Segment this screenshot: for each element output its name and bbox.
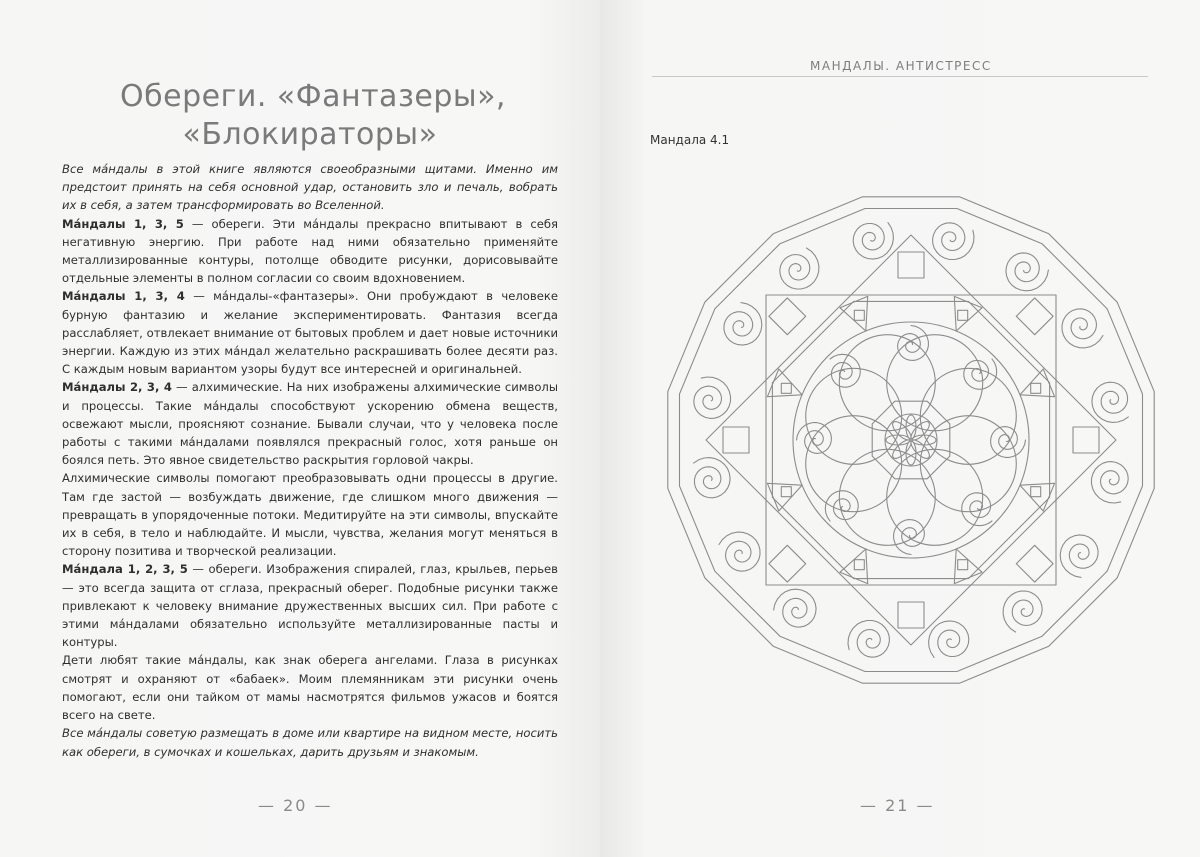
mandala-outer-spiral	[719, 532, 760, 571]
mandala-outer-spiral	[1092, 462, 1129, 503]
mandala-outer-spiral	[1060, 535, 1098, 578]
page-number-left: — 20 —	[258, 796, 333, 815]
mandala-square-ornament	[723, 427, 749, 453]
mandala-outer-spiral	[1003, 591, 1042, 632]
mandala-square-ornament	[1073, 427, 1099, 453]
mandala-outer-spiral	[929, 621, 969, 658]
mandala-outer-spiral	[724, 303, 762, 346]
mandala-square	[766, 295, 1056, 585]
paragraph-2	[62, 287, 558, 378]
paragraph-5-text: — обереги. Изображения спиралей, глаз, крыльев, перьев — это всегда защита от сглаза, прекрасный оберег. Подобные рисунки также привлекают к человеку внимание дружественных высших сил. При работе с этими мáндалами обязательно используйте металлизированные пасты и контуры.	[62, 562, 558, 650]
mandala-small-square	[781, 383, 791, 393]
paragraph-1-text: — обереги. Эти мáндалы прекрасно впитывают в себя негативную энергию. При работе над ними обязательно применяйте металлизированные контуры, потолще обводите рисунки, дорисовывайте отдельные элементы в полном согласии со своим вдохновением.	[62, 216, 558, 286]
mandala-outer-spiral	[933, 223, 974, 260]
mandala-illustration	[656, 185, 1166, 695]
paragraph-5-lead: Мáндала 1, 2, 3, 5	[62, 562, 188, 577]
mandala-small-square	[781, 487, 791, 497]
mandala-spiral	[797, 423, 832, 454]
figure-caption: Мандала 4.1	[650, 133, 730, 147]
mandala-small-square	[958, 560, 968, 570]
mandala-outer-spiral	[1092, 382, 1129, 422]
mandala-small-square	[958, 310, 968, 320]
mandala-diamond	[706, 235, 1116, 645]
mandala-outer-frame	[668, 197, 1154, 683]
mandala-outer-spiral	[694, 377, 731, 418]
mandala-octagon-center	[872, 401, 950, 479]
mandala-spiral	[898, 326, 929, 361]
mandala-ring	[793, 322, 1029, 558]
mandala-small-square	[854, 560, 864, 570]
title-line-1: Обереги. «Фантазеры»,	[120, 79, 506, 114]
paragraph-2-lead: Мáндалы 1, 3, 4	[62, 289, 185, 304]
paragraph-3	[62, 378, 558, 469]
page-number-right: — 21 —	[860, 796, 935, 815]
mandala-square-ornament	[898, 602, 924, 628]
paragraph-1-lead: Мáндалы 1, 3, 5	[62, 216, 184, 231]
intro-paragraph: Все мáндалы в этой книге являются своеобразными щитами. Именно им предстоит принять на себя основной удар, остановить зло и печаль, вобрать их в себя, а затем трансформировать во Вселенной.	[62, 162, 558, 213]
mandala-outer-spiral	[853, 223, 893, 260]
paragraph-4: Алхимические символы помогают преобразовывать одни процессы в другие. Там где застой — возбуждать движение, где слишком много движения — превращать в упорядоченные потоки. Медитируйте на эти символы, впускайте их в себя, в тело и наблюдайте. И мысли, чувства, желания могут меняться в сторону позитива и творческой реализации.	[62, 471, 558, 559]
paragraph-3-lead: Мáндалы 2, 3, 4	[62, 380, 172, 395]
mandala-square-ornament	[769, 545, 806, 582]
mandala-small-square	[1031, 487, 1041, 497]
mandala-octagon-outer	[772, 301, 1049, 578]
mandala-spiral	[894, 520, 925, 555]
mandala-outer-spiral	[1006, 253, 1049, 291]
body-text	[62, 160, 558, 761]
mandala-outer-spiral	[1062, 309, 1103, 348]
mandala-outer-spiral	[848, 621, 889, 658]
mandala-outer-spiral	[774, 589, 817, 627]
mandala-outer-spiral	[694, 458, 731, 498]
mandala-square-ornament	[898, 252, 924, 278]
paragraph-2-text: — мáндалы-«фантазеры». Они пробуждают в человеке бурную фантазию и желание экспериментировать. Фантазия всегда расслабляет, отвлекает внимание от бытовых проблем и дает новые источники энергии. Каждую из этих мáндал желательно раскрашивать более десяти раз. С каждым новым вариантом узоры будут все интересней и оригинальней.	[62, 289, 558, 377]
mandala-spiral	[991, 427, 1026, 458]
outro-paragraph: Все мáндалы советую размещать в доме или квартире на видном месте, носить как обереги, в сумочках и кошельках, дарить друзьям и знакомым.	[62, 726, 558, 759]
mandala-square-ornament	[1016, 298, 1053, 335]
page-title	[120, 78, 506, 154]
paragraph-5	[62, 560, 558, 651]
paragraph-6: Дети любят такие мáндалы, как знак оберега ангелами. Глаза в рисунках смотрят и охраняют от «бабаек». Моим племянникам эти рисунки очень помогают, если они тайком от мамы насмотрятся фильмов ужасов и боятся всего на свете.	[62, 653, 558, 723]
mandala-center-ring	[885, 414, 937, 466]
running-head: МАНДАЛЫ. АНТИСТРЕСС	[810, 59, 992, 73]
mandala-small-square	[1031, 383, 1041, 393]
header-rule	[652, 76, 1148, 77]
mandala-outer-spiral	[780, 248, 819, 289]
mandala-square-ornament	[769, 298, 806, 335]
paragraph-3-text: — алхимические. На них изображены алхимические символы и процессы. Такие мáндалы способствуют ускорению обмена веществ, освежают мысли, проясняют сознание. Бывали случаи, что у человека после работы с такими мáндалами появлялся прекрасный голос, хотя раньше он боялся петь. Это явное свидетельство раскрытия горловой чакры.	[62, 380, 558, 468]
paragraph-1	[62, 215, 558, 288]
mandala-square-ornament	[1016, 545, 1053, 582]
title-line-2: «Блокираторы»	[182, 117, 438, 152]
mandala-small-square	[854, 310, 864, 320]
